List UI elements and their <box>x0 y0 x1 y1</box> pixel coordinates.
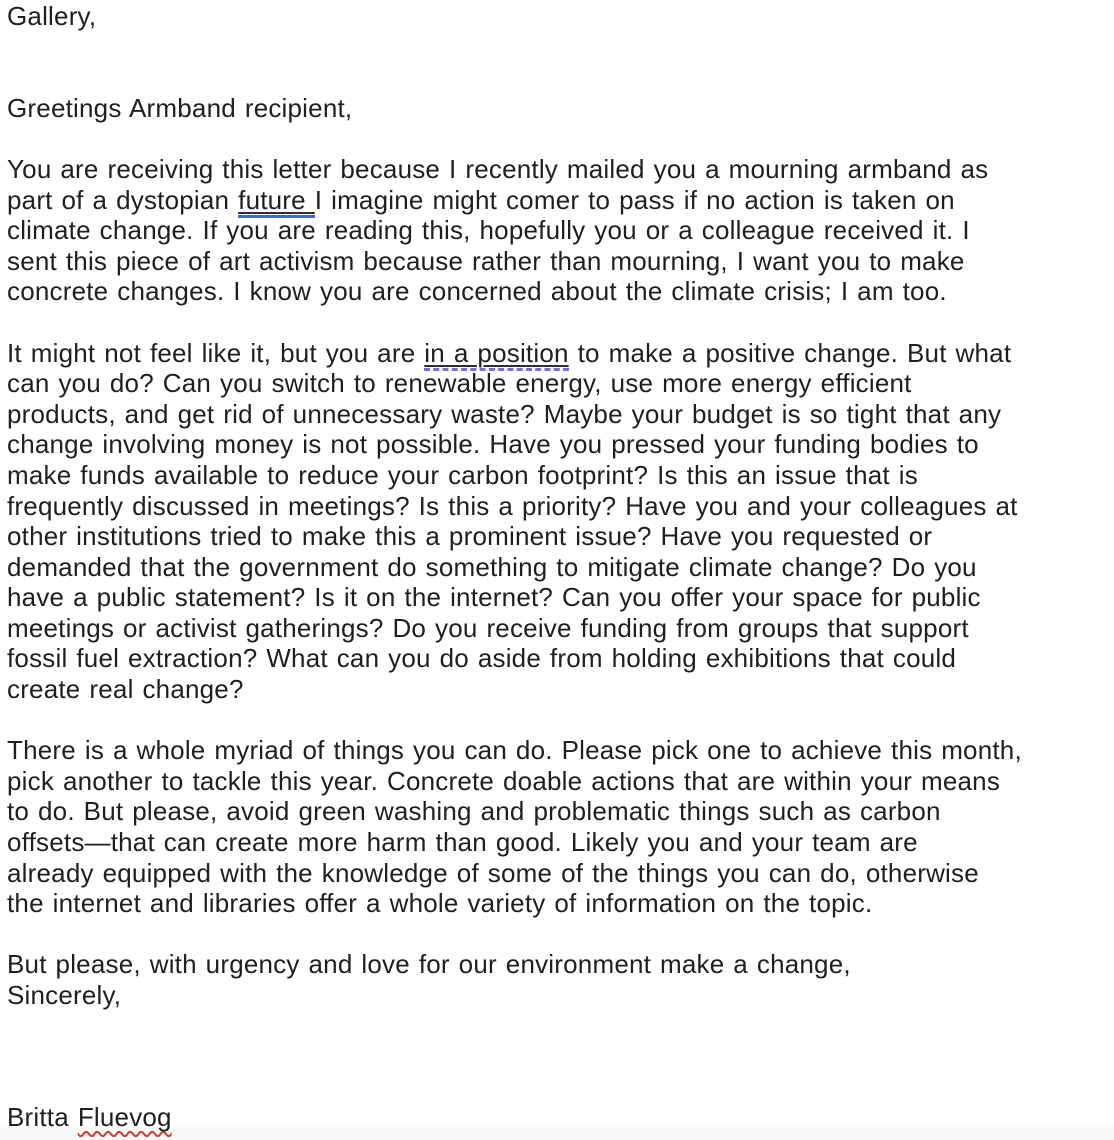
text-segment: There is a whole myriad of things you can do. Please pick one to achieve this month, <box>7 735 1022 766</box>
text-segment: But please, with urgency and love for our environment make a change, <box>7 949 851 980</box>
text-line <box>7 1102 1104 1133</box>
text-segment: make funds available to reduce your carbon footprint? Is this an issue that is <box>7 459 918 490</box>
text-segment: You are receiving this letter because I recently mailed you a mourning armband as <box>7 153 989 184</box>
text-segment: Sincerely, <box>7 980 122 1010</box>
text-line <box>7 429 1104 460</box>
text-line <box>7 796 1104 827</box>
text-segment: the internet and libraries offer a whole variety of information on the topic. <box>7 888 873 919</box>
paragraph-questions <box>7 338 1104 705</box>
spellcheck-marked-word-fluevog[interactable]: Fluevog <box>77 1102 172 1133</box>
text-line <box>7 368 1104 399</box>
paragraph-intro <box>7 154 1104 307</box>
text-segment: climate change. If you are reading this, hopefully you or a colleague received it. I <box>7 215 970 246</box>
paragraph-closing <box>7 949 1104 1010</box>
suggestion-marked-phrase-in-a-position[interactable]: in a position <box>424 338 568 371</box>
text-segment: create real change? <box>7 674 244 705</box>
text-line <box>7 154 1104 185</box>
text-segment: can you do? Can you switch to renewable energy, use more energy efficient <box>7 368 912 399</box>
text-line <box>7 980 1104 1011</box>
text-line <box>7 858 1104 889</box>
text-line <box>7 276 1104 307</box>
text-line <box>7 613 1104 644</box>
text-segment: sent this piece of art activism because rather than mourning, I want you to make <box>7 245 965 276</box>
text-line <box>7 949 1104 980</box>
text-segment: frequently discussed in meetings? Is this a priority? Have you and your colleagues at <box>7 490 1018 521</box>
text-line <box>7 185 1104 216</box>
text-line <box>7 521 1104 552</box>
text-segment: Gallery, <box>7 1 97 31</box>
text-line <box>7 460 1104 491</box>
text-segment: concrete changes. I know you are concerned about the climate crisis; I am too. <box>7 276 947 307</box>
text-line <box>7 888 1104 919</box>
signature <box>7 1102 1104 1133</box>
text-segment: It might not feel like it, but you are <box>7 337 425 368</box>
salutation-gallery <box>7 1 1104 32</box>
text-segment: fossil fuel extraction? What can you do aside from holding exhibitions that could <box>7 643 957 674</box>
text-segment: already equipped with the knowledge of some of the things you can do, otherwise <box>7 857 979 888</box>
text-segment: demanded that the government do something to mitigate climate change? Do you <box>7 551 977 582</box>
text-line <box>7 766 1104 797</box>
text-line <box>7 491 1104 522</box>
text-segment: offsets—that can create more harm than good. Likely you and your team are <box>7 827 918 858</box>
text-segment: to make a positive change. But what <box>568 337 1012 368</box>
text-segment: pick another to tackle this year. Concrete doable actions that are within your means <box>7 765 1001 796</box>
text-segment: have a public statement? Is it on the internet? Can you offer your space for public <box>7 582 981 613</box>
text-line <box>7 215 1104 246</box>
text-line <box>7 827 1104 858</box>
text-line <box>7 338 1104 369</box>
text-segment: part of a dystopian <box>7 184 239 215</box>
text-line <box>7 1 1104 32</box>
text-line <box>7 552 1104 583</box>
salutation-recipient <box>7 93 1104 124</box>
text-segment: Greetings Armband recipient, <box>7 92 353 123</box>
text-line <box>7 735 1104 766</box>
text-line <box>7 643 1104 674</box>
text-line <box>7 674 1104 705</box>
text-line <box>7 399 1104 430</box>
text-segment: meetings or activist gatherings? Do you receive funding from groups that support <box>7 612 969 643</box>
text-segment: products, and get rid of unnecessary waste? Maybe your budget is so tight that any <box>7 398 1002 429</box>
text-segment: I imagine might comer to pass if no action is taken on <box>314 184 955 215</box>
paragraph-actions <box>7 735 1104 919</box>
text-segment: Britta <box>7 1102 78 1133</box>
text-segment: other institutions tried to make this a prominent issue? Have you requested or <box>7 521 933 552</box>
text-line <box>7 246 1104 277</box>
text-line <box>7 582 1104 613</box>
text-segment: to do. But please, avoid green washing and problematic things such as carbon <box>7 796 941 827</box>
text-segment: change involving money is not possible. Have you pressed your funding bodies to <box>7 429 979 460</box>
grammar-marked-word-future[interactable]: future <box>238 185 315 218</box>
text-line <box>7 93 1104 124</box>
